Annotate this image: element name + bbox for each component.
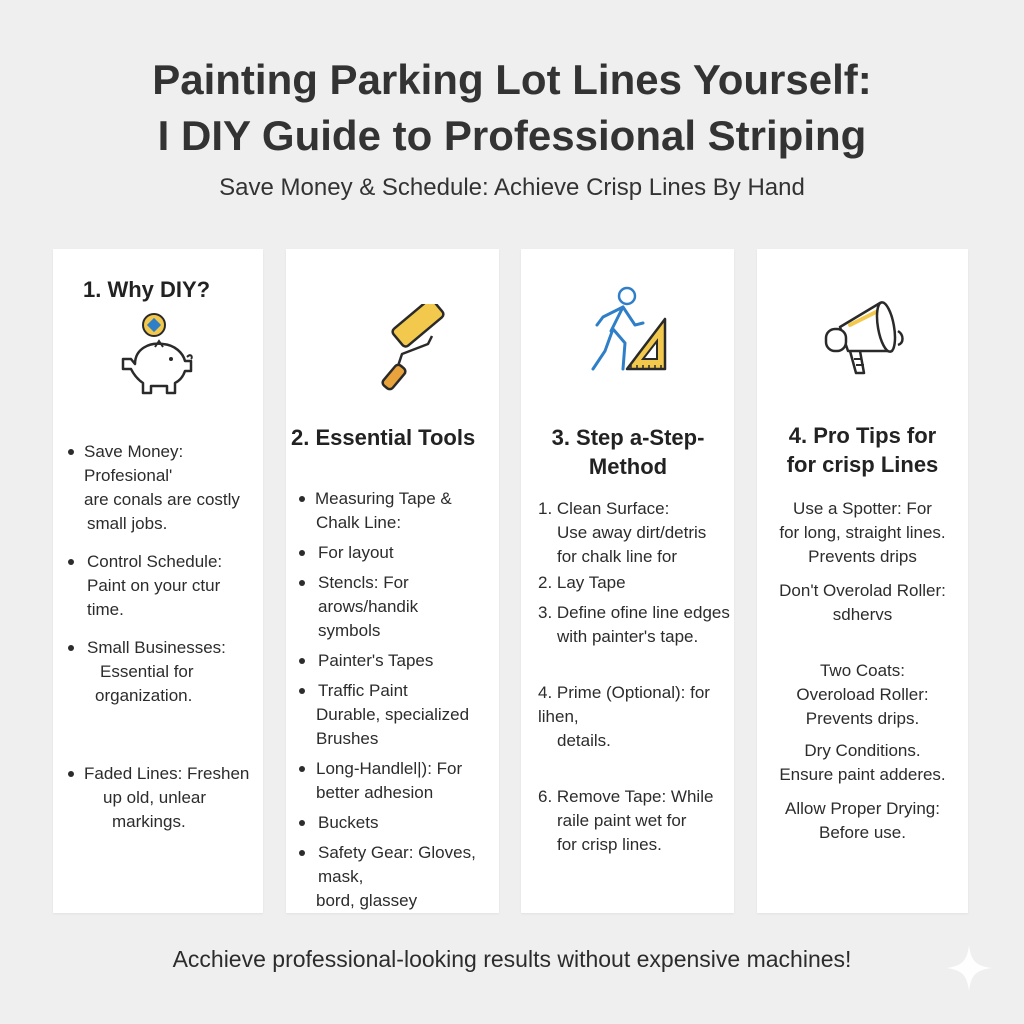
step-item-continuation: Use away dirt/detris xyxy=(557,523,707,542)
tip-item: Use a Spotter: For xyxy=(793,499,932,518)
list-item-continuation: Paint on your ctur xyxy=(87,576,221,595)
list-item: Painter's Tapes xyxy=(315,649,499,673)
tip-item-continuation: Ensure paint adderes. xyxy=(779,765,946,784)
piggy-bank-icon xyxy=(117,309,197,404)
why-diy-list xyxy=(84,440,263,834)
list-item: For layout xyxy=(315,541,499,565)
list-item-continuation: Brushes xyxy=(316,729,379,748)
list-item: Stencls: For arows/handik xyxy=(315,571,499,619)
list-item-continuation: bord, glassey xyxy=(316,891,418,910)
card-title-line-1: 3. Step a-Step- xyxy=(551,425,705,450)
tip-item: Two Coats: xyxy=(819,661,906,680)
tip-item-continuation: Prevents drips xyxy=(808,547,917,566)
tools-list xyxy=(315,487,499,913)
tip-item-continuation: Prevents drips. xyxy=(805,709,920,728)
card-why-diy xyxy=(53,249,263,913)
card-essential-tools xyxy=(286,249,499,913)
list-item-continuation: better adhesion xyxy=(316,783,434,802)
list-item-continuation: Durable, specialized xyxy=(316,705,470,724)
page-title-line-2: I DIY Guide to Professional Striping xyxy=(157,112,867,159)
tip-item-continuation: Overoload Roller: xyxy=(796,685,929,704)
card-title-line-2: Method xyxy=(588,454,668,479)
card-pro-tips xyxy=(757,249,968,913)
card-title-line-1: 4. Pro Tips for xyxy=(788,423,937,448)
step-item-continuation: details. xyxy=(557,731,611,750)
step-item: 1. Clean Surface: xyxy=(538,499,670,518)
paint-roller-icon xyxy=(362,304,452,401)
step-item-continuation: for chalk line for xyxy=(557,547,677,566)
tip-item-continuation: sdhervs xyxy=(832,605,893,624)
list-item: Traffic Paint xyxy=(315,679,499,703)
footer-tagline: Acchieve professional-looking results without expensive machines! xyxy=(172,946,852,972)
tip-item-continuation: Before use. xyxy=(819,823,906,842)
list-item: Measuring Tape & xyxy=(315,487,499,511)
step-item-continuation: for crisp lines. xyxy=(557,835,662,854)
list-item: Faded Lines: Freshen xyxy=(84,762,263,786)
sparkle-icon xyxy=(944,943,994,998)
list-item: Small Businesses: xyxy=(84,636,263,660)
list-item: Safety Gear: Gloves, mask, xyxy=(315,841,499,889)
list-item-continuation: are conals are costly xyxy=(84,490,240,509)
megaphone-icon xyxy=(820,289,910,386)
worker-measuring-icon xyxy=(583,285,673,382)
card-title: 2. Essential Tools xyxy=(291,425,476,450)
step-item-continuation: with painter's tape. xyxy=(557,627,699,646)
page-title-line-1: Painting Parking Lot Lines Yourself: xyxy=(152,56,872,103)
step-item: 6. Remove Tape: While xyxy=(538,787,714,806)
card-title-line-2: for crisp Lines xyxy=(786,452,939,477)
card-title: 1. Why DIY? xyxy=(83,277,211,302)
step-item-continuation: raile paint wet for xyxy=(557,811,687,830)
list-item: Save Money: Profesional' xyxy=(84,440,263,488)
steps-list xyxy=(538,497,734,857)
list-item-continuation: small jobs. xyxy=(87,514,168,533)
tips-list xyxy=(757,497,968,845)
step-item: 2. Lay Tape xyxy=(538,573,626,592)
list-item-continuation: markings. xyxy=(112,812,186,831)
card-title xyxy=(767,421,958,479)
tip-item-continuation: for long, straight lines. xyxy=(779,523,946,542)
page-subtitle: Save Money & Schedule: Achieve Crisp Lines By Hand xyxy=(219,174,805,201)
step-item: 4. Prime (Optional): for lihen, xyxy=(538,683,710,726)
step-item: 3. Define ofine line edges xyxy=(538,603,730,622)
page-title xyxy=(0,52,1024,164)
list-item-continuation: Essential for xyxy=(100,662,194,681)
list-item-continuation: Chalk Line: xyxy=(316,513,402,532)
list-item: Buckets xyxy=(315,811,499,835)
card-step-method xyxy=(521,249,734,913)
list-item-continuation: organization. xyxy=(95,686,193,705)
tip-item: Dry Conditions. xyxy=(804,741,921,760)
list-item-continuation: time. xyxy=(87,600,124,619)
list-item-continuation: symbols xyxy=(318,621,381,640)
list-item-continuation: up old, unlear xyxy=(103,788,207,807)
card-title xyxy=(543,423,713,481)
tip-item: Allow Proper Drying: xyxy=(785,799,940,818)
list-item: Control Schedule: xyxy=(84,550,263,574)
list-item: Long-Handlel|): For xyxy=(315,757,499,781)
tip-item: Don't Overolad Roller: xyxy=(779,581,946,600)
